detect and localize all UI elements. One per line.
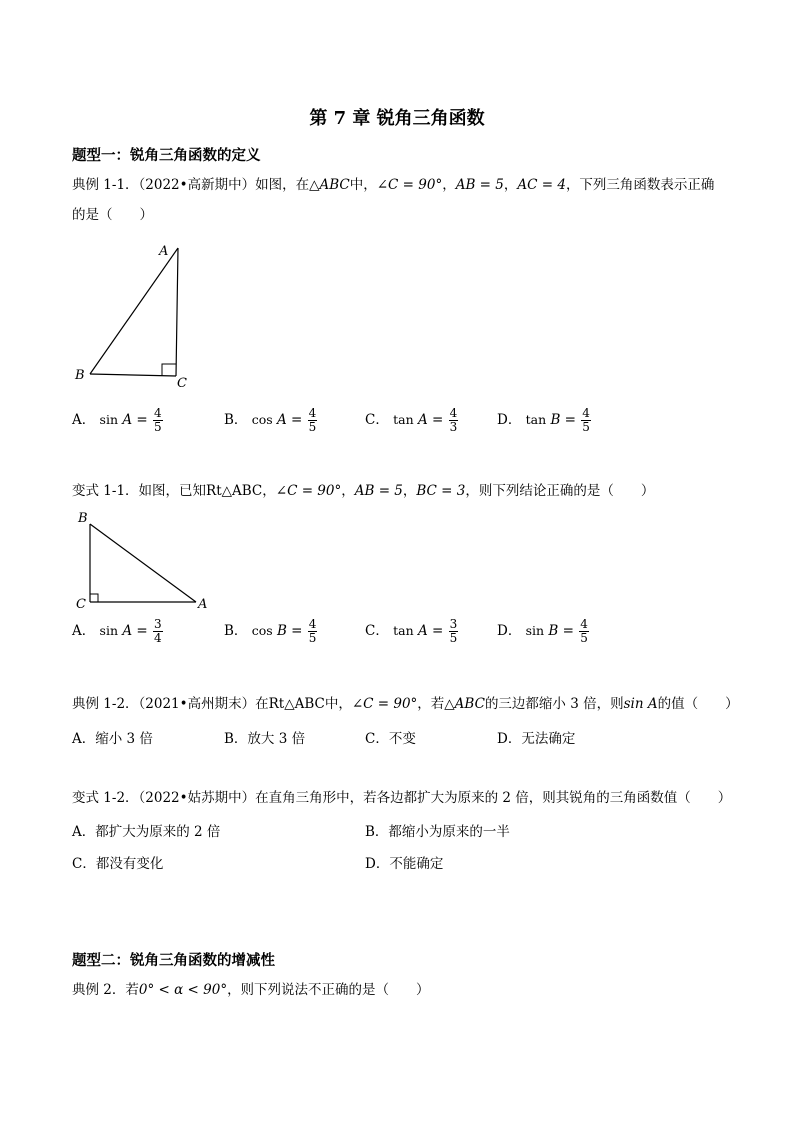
- vertex-label-c: C: [177, 376, 187, 391]
- vertex-label-b: B: [75, 368, 85, 383]
- side-bc: [90, 374, 176, 376]
- section2-heading: 题型二：锐角三角函数的增减性: [72, 952, 275, 969]
- var2-option-d: D．不能确定: [365, 856, 444, 872]
- ex2-option-a: A．缩小 3 倍: [72, 731, 153, 747]
- ex1-option-c: C． tan A = $\frac{4}{3}$: [365, 406, 458, 434]
- right-angle-mark: [162, 364, 176, 376]
- vertex-label-b: B: [78, 511, 88, 526]
- ex1-option-a: A． sin A = $\frac{4}{5}$: [72, 406, 162, 434]
- right-angle-mark: [90, 594, 98, 602]
- ex3-question: 典例 2．若0° < α < 90°，则下列说法不正确的是（ ）: [72, 982, 430, 998]
- var2-option-b: B．都缩小为原来的一半: [365, 824, 510, 840]
- side-ab: [90, 248, 178, 374]
- var2-option-c: C．都没有变化: [72, 856, 164, 872]
- section1-heading: 题型一：锐角三角函数的定义: [72, 147, 261, 164]
- ex2-option-d: D．无法确定: [497, 731, 576, 747]
- var1-option-d: D． sin B = $\frac{4}{5}$: [497, 617, 588, 645]
- vertex-label-c: C: [76, 597, 86, 612]
- ex1-question-line2: 的是（ ）: [72, 207, 153, 223]
- var1-option-b: B． cos B = $\frac{4}{5}$: [224, 617, 317, 645]
- ex1-option-d: D． tan B = $\frac{4}{5}$: [497, 406, 590, 434]
- var1-triangle-figure: [70, 508, 220, 616]
- ex1-triangle-figure: [70, 238, 200, 393]
- ex2-option-c: C．不变: [365, 731, 416, 747]
- side-ac: [176, 248, 178, 376]
- var2-question: 变式 1-2．（2022•姑苏期中）在直角三角形中，若各边都扩大为原来的 2 倍，则其锐角的三角函数值（ ）: [72, 790, 732, 806]
- ex2-option-b: B．放大 3 倍: [224, 731, 306, 747]
- vertex-label-a: A: [198, 597, 208, 612]
- var1-option-a: A． sin A = $\frac{3}{4}$: [72, 617, 162, 645]
- var1-option-c: C． tan A = $\frac{3}{5}$: [365, 617, 458, 645]
- ex2-question: 典例 1-2．（2021•高州期末）在Rt△ABC中，∠C = 90°，若△ABC的三边都缩小 3 倍，则sin A的值（ ）: [72, 696, 739, 712]
- vertex-label-a: A: [159, 244, 169, 259]
- ex1-question-line1: 典例 1-1．（2022•高新期中）如图，在△ABC中，∠C = 90°，AB = 5，AC = 4，下列三角函数表示正确: [72, 177, 715, 193]
- ex1-option-b: B． cos A = $\frac{4}{5}$: [224, 406, 317, 434]
- side-ab: [90, 524, 196, 602]
- page-title: 第 7 章 锐角三角函数: [309, 108, 485, 129]
- var1-question: 变式 1-1．如图，已知Rt△ABC，∠C = 90°，AB = 5，BC = 3，则下列结论正确的是（ ）: [72, 483, 655, 499]
- var2-option-a: A．都扩大为原来的 2 倍: [72, 824, 221, 840]
